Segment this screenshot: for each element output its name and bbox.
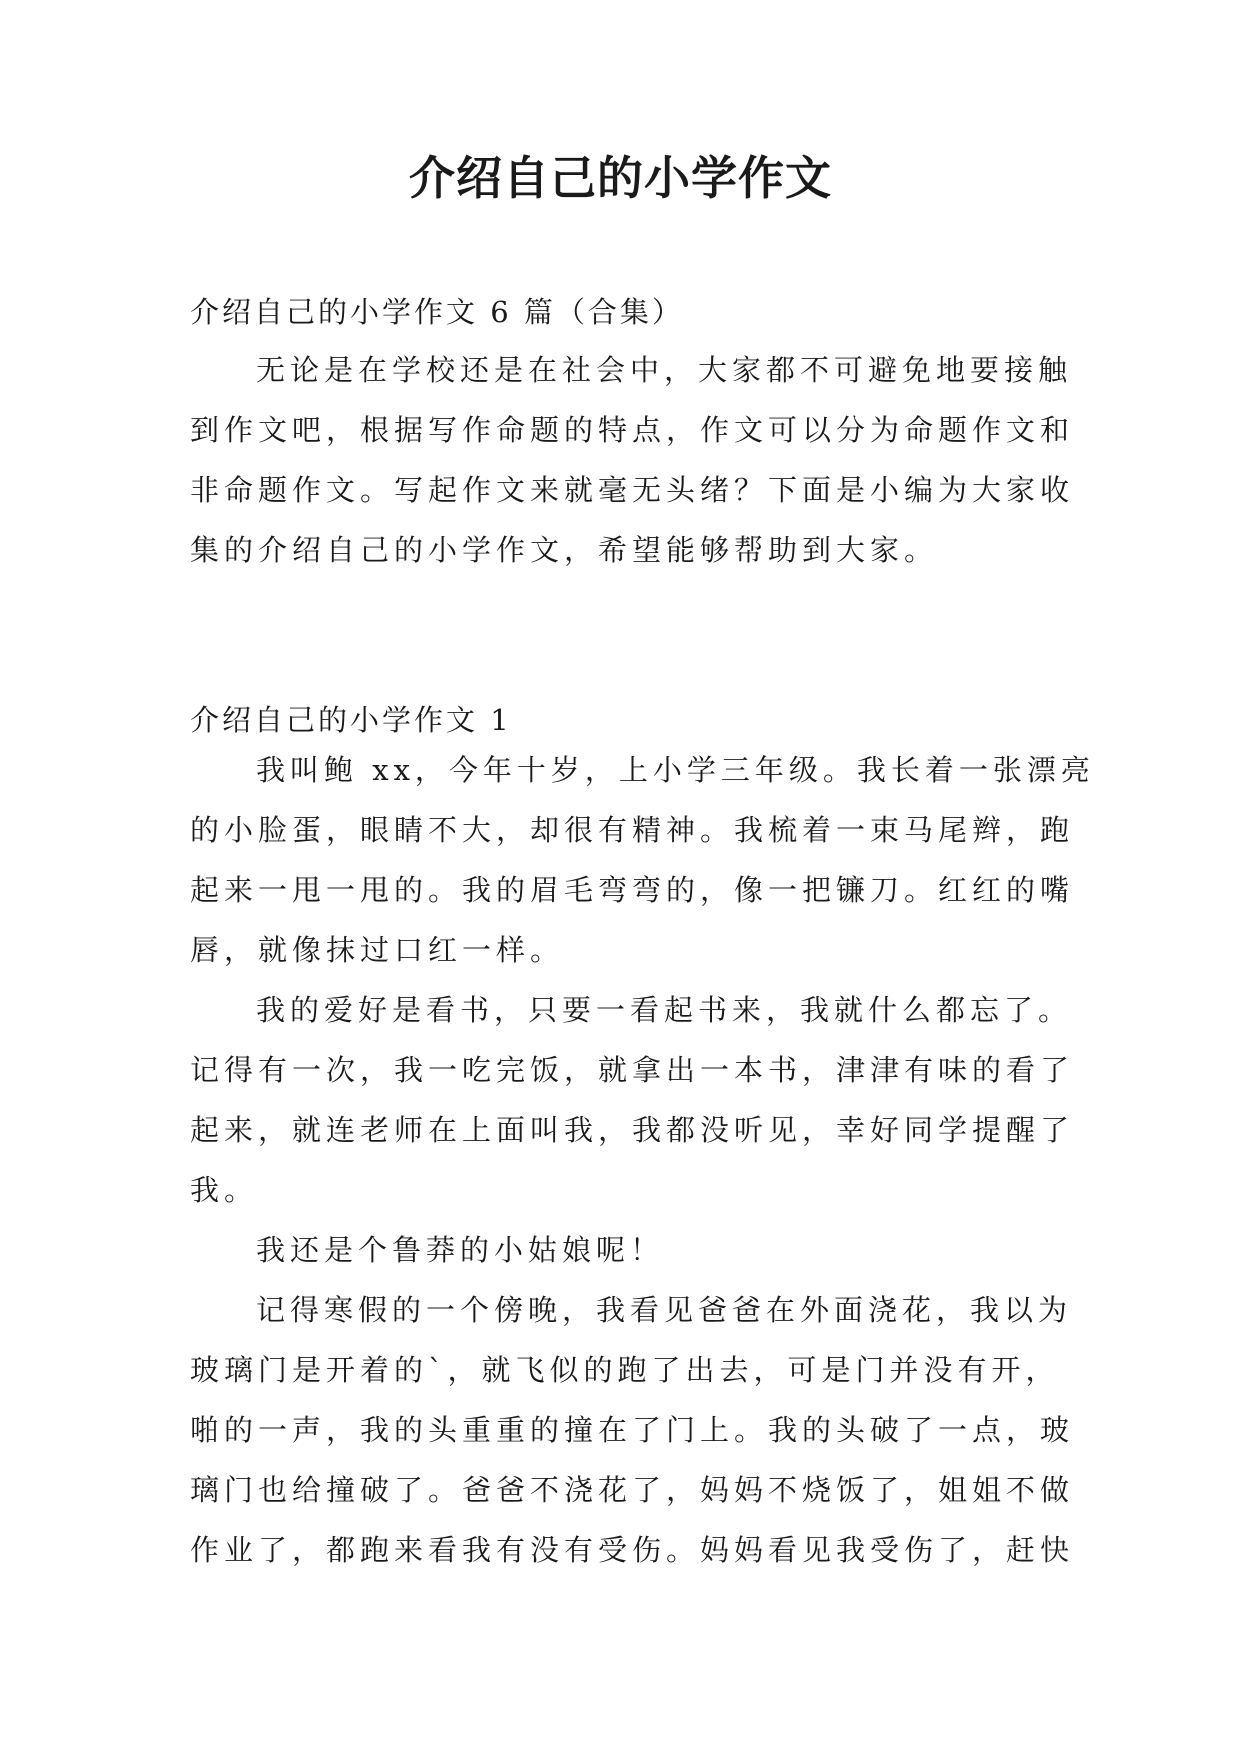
paragraph-line: 作业了，都跑来看我有没有受伤。妈妈看见我受伤了，赶快 [190,1533,1075,1567]
document-subtitle: 介绍自己的小学作文 6 篇（合集） [190,295,684,329]
paragraph-line: 璃门也给撞破了。爸爸不浇花了，妈妈不烧饭了，姐姐不做 [190,1473,1075,1507]
body-paragraph-1 [190,740,1095,980]
document-title: 介绍自己的小学作文 [409,151,832,205]
body-paragraph-3 [190,1220,1070,1280]
body-paragraph-2 [190,980,1075,1220]
intro-paragraph [190,340,1075,580]
body-paragraph-4 [190,1280,1075,1580]
paragraph-line: 记得寒假的一个傍晚，我看见爸爸在外面浇花，我以为 [256,1293,1073,1327]
paragraph-line: 我还是个鲁莽的小姑娘呢！ [256,1233,665,1267]
section-heading: 介绍自己的小学作文 1 [190,703,512,737]
paragraph-line: 非命题作文。写起作文来就毫无头绪？下面是小编为大家收 [190,473,1075,507]
paragraph-line: 唇，就像抹过口红一样。 [190,933,565,967]
paragraph-line: 到作文吧，根据写作命题的特点，作文可以分为命题作文和 [190,413,1075,447]
paragraph-line: 的小脸蛋，眼睛不大，却很有精神。我梳着一束马尾辫，跑 [190,813,1075,847]
paragraph-line: 集的介绍自己的小学作文，希望能够帮助到大家。 [190,533,939,567]
paragraph-line: 起来一甩一甩的。我的眉毛弯弯的，像一把镰刀。红红的嘴 [190,873,1075,907]
paragraph-line: 玻璃门是开着的`，就飞似的跑了出去，可是门并没有开， [190,1353,1060,1387]
paragraph-line: 记得有一次，我一吃完饭，就拿出一本书，津津有味的看了 [190,1053,1075,1087]
paragraph-line: 无论是在学校还是在社会中，大家都不可避免地要接触 [256,353,1073,387]
paragraph-line: 我的爱好是看书，只要一看起书来，我就什么都忘了。 [256,993,1073,1027]
paragraph-line: 我。 [190,1173,259,1207]
paragraph-line: 啪的一声，我的头重重的撞在了门上。我的头破了一点，玻 [190,1413,1075,1447]
paragraph-line: 我叫鲍 xx，今年十岁，上小学三年级。我长着一张漂亮 [256,753,1095,787]
paragraph-line: 起来，就连老师在上面叫我，我都没听见，幸好同学提醒了 [190,1113,1075,1147]
